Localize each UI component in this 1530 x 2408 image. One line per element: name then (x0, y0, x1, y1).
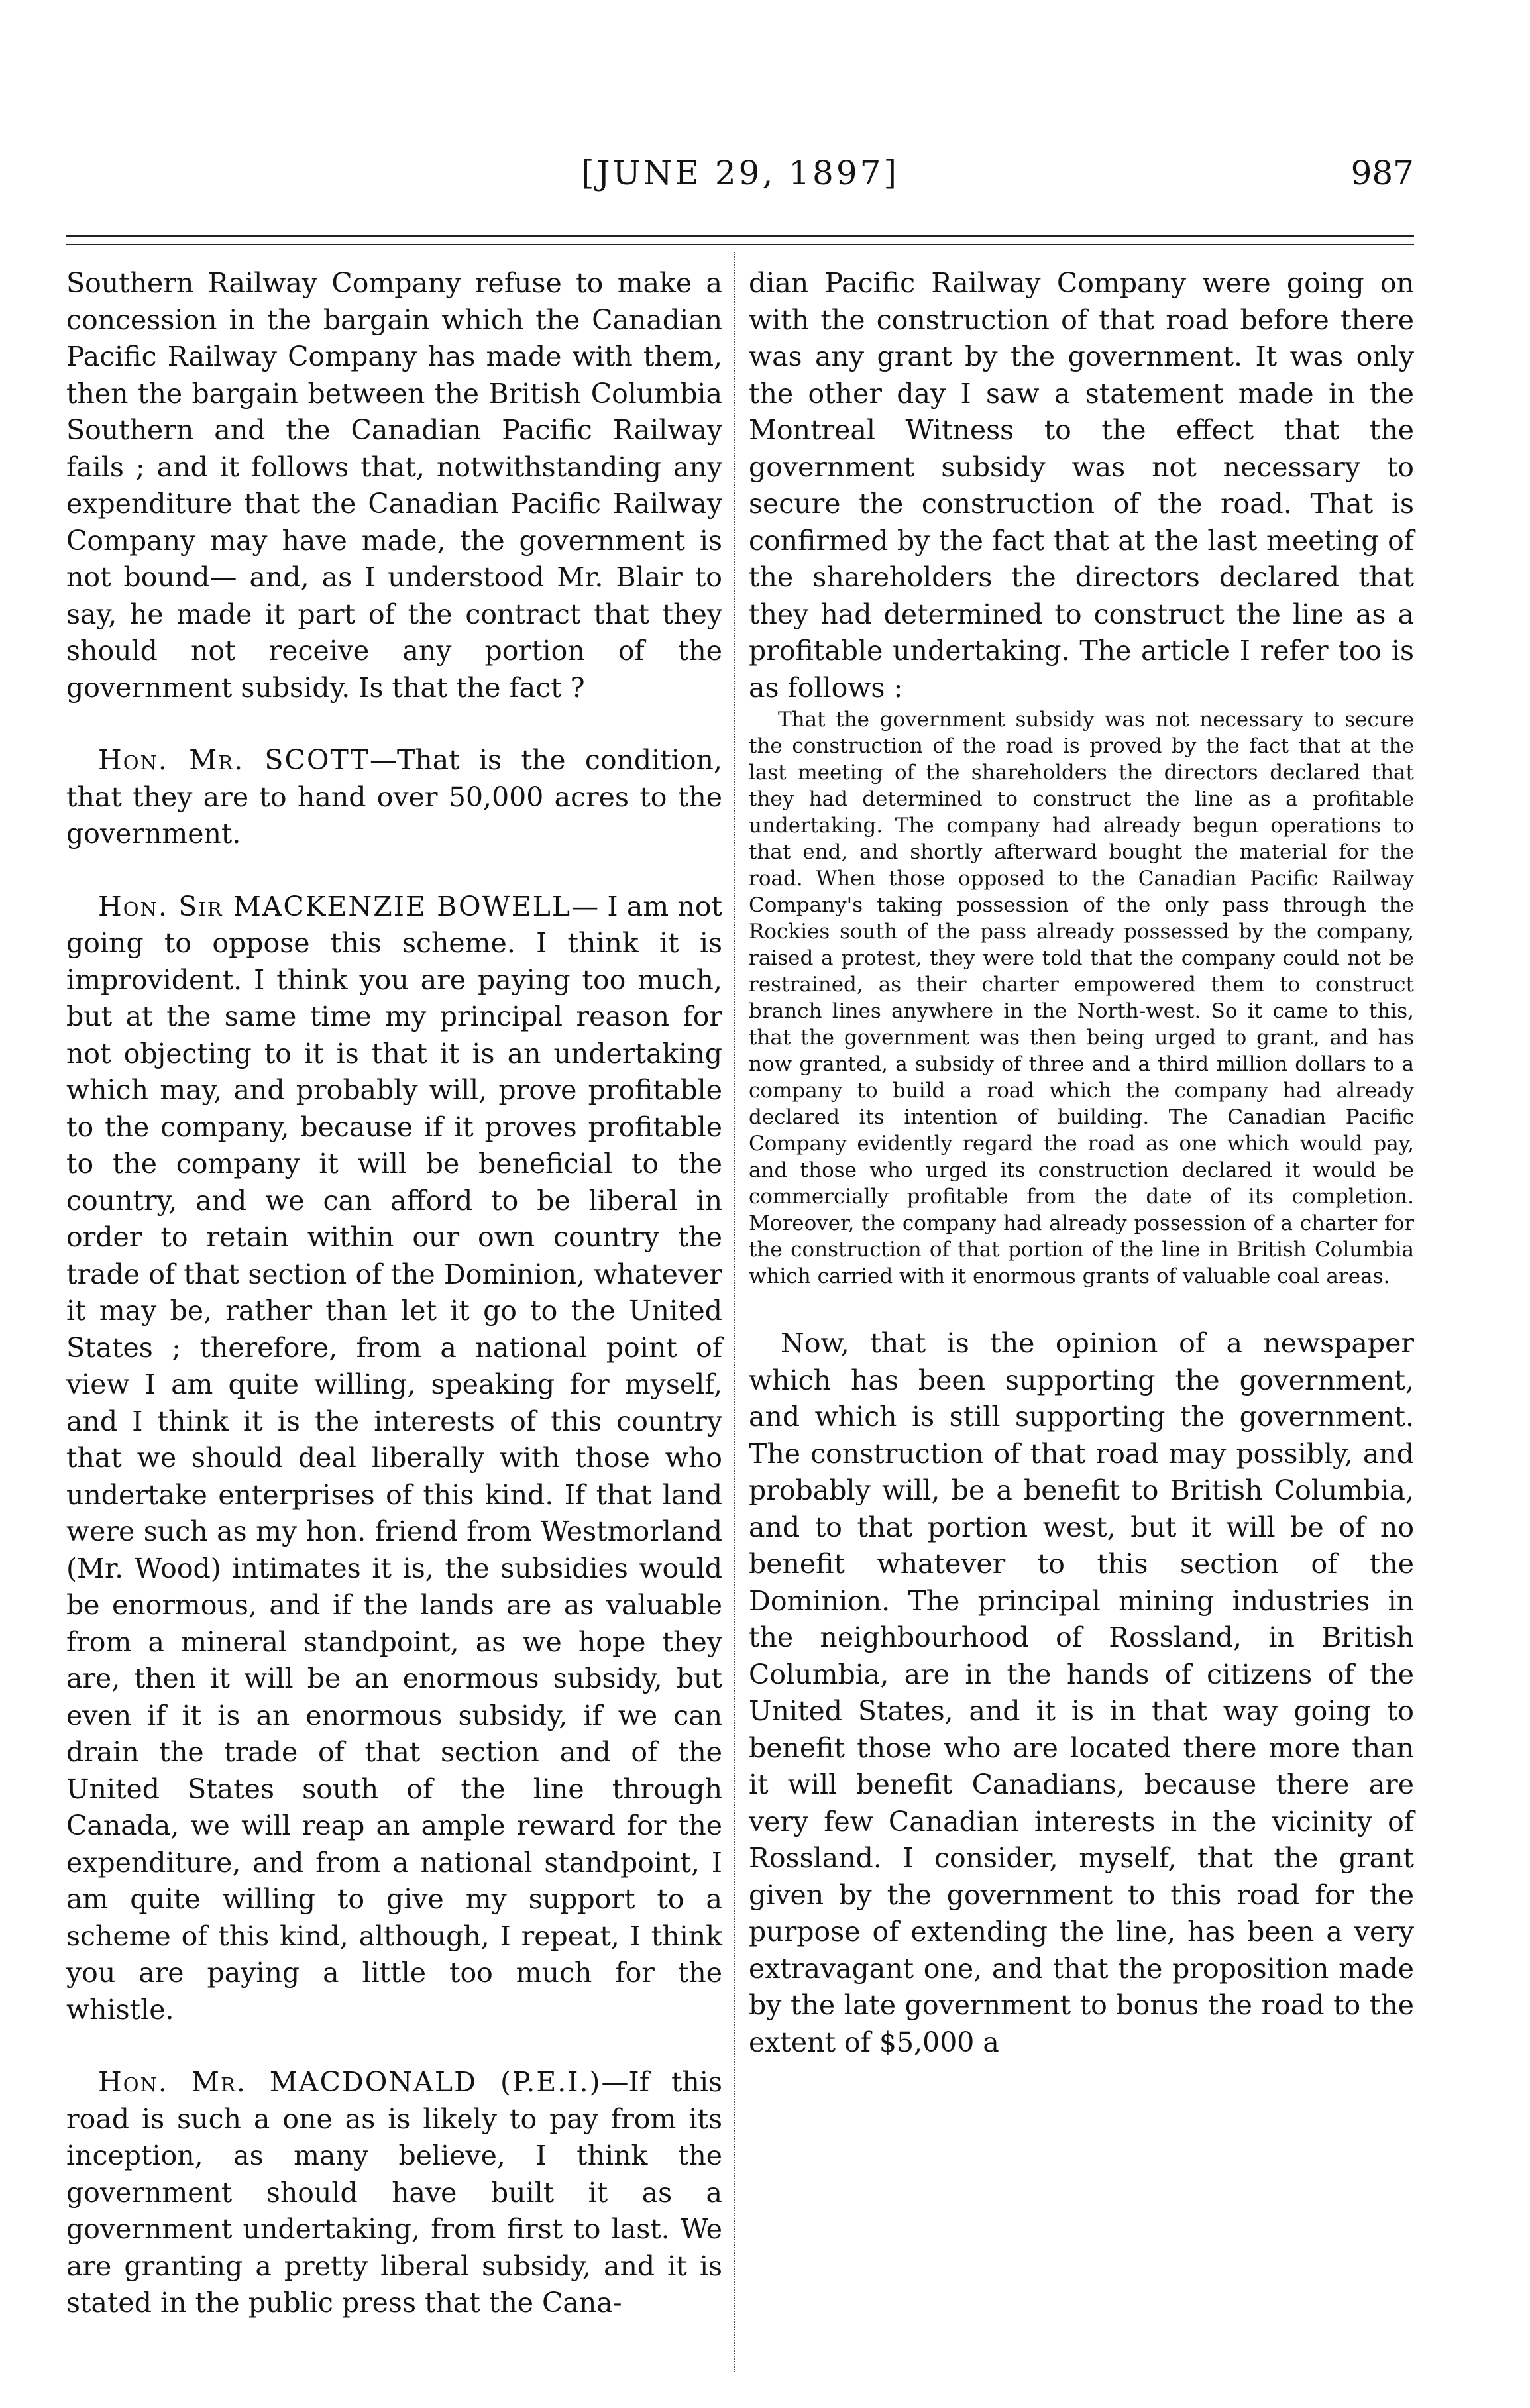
quoted-article: That the government subsidy was not necessary to secure the construction of the road is proved by the fact that at the last meeting of the shareholders the directors declared that they had determined to construct the line as a profitable undertaking. The company had already begun operations to that end, and shortly afterward bought the material for the road. When those opposed to the Canadian Pacific Railway Company's taking possession of the only pass through the Rockies south of the pass already possessed by the company, raised a protest, they were told that the company could not be restrained, as their charter empowered them to construct branch lines anywhere in the North-west. So it came to this, that the government was then being urged to grant, and has now granted, a subsidy of three and a third million dollars to a company to build a road which the company had already declared its intention of building. The Canadian Pacific Company evidently regard the road as one which would pay, and those who urged its construction declared it would be commercially profitable from the date of its completion. Moreover, the company had already possession of a charter for the construction of that portion of the line in British Columbia which carried with it enormous grants of valuable coal areas. (749, 708, 1414, 1288)
speaker-name: Hon. Mr. MACDONALD (P.E.I.) (98, 2066, 602, 2098)
left-column (66, 265, 722, 2322)
speech-text: —If this road is such a one as is likely to pay from its inception, as many believe, I think the government should have built it as a government undertaking, from first to last. We are granting a pretty liberal subsidy, and it is stated in the public press that the Cana- (66, 2066, 722, 2319)
right-column (749, 265, 1414, 2061)
paragraph: Now, that is the opinion of a newspaper which has been supporting the government, and which is still supporting the government. The construction of that road may possibly, and probably will, be a benefit to British Columbia, and to that portion west, but it will be of no benefit whatever to this section of the Dominion. The principal mining industries in the neighbourhood of Rossland, in British Columbia, are in the hands of citizens of the United States, and it is in that way going to benefit those who are located there more than it will benefit Canadians, because there are very few Canadian interests in the vicinity of Rossland. I consider, myself, that the grant given by the government to this road for the purpose of extending the line, has been a very extravagant one, and that the proposition made by the late government to bonus the road to the extent of $5,000 a (749, 1327, 1414, 2058)
speech (66, 742, 722, 853)
speaker-name: Hon. Mr. SCOTT (98, 744, 370, 776)
paragraph: dian Pacific Railway Company were going on with the construction of that road before there was any grant by the government. It was only the other day I saw a statement made in the Montreal Witness to the effect that the government subsidy was not necessary to secure the construction of the road. That is confirmed by the fact that at the last meeting of the shareholders the directors declared that they had determined to construct the line as a profitable undertaking. The article I refer too is as follows : (749, 267, 1414, 704)
header-rule (66, 235, 1414, 237)
speaker-name: Hon. Sir MACKENZIE BOWELL (98, 890, 572, 922)
page-date: [JUNE 29, 1897] (581, 154, 899, 192)
paragraph: Southern Railway Company refuse to make a concession in the bargain which the Canadian Pacific Railway Company has made with them, then the bargain between the British Columbia Southern and the Canadian Pacific Railway fails ; and it follows that, notwithstanding any expenditure that the Canadian Pacific Railway Company may have made, the government is not bound— and, as I understood Mr. Blair to say, he made it part of the contract that they should not receive any portion of the government subsidy. Is that the fact ? (66, 267, 722, 704)
column-divider (734, 252, 735, 2372)
speech-text: — I am not going to oppose this scheme. I think it is improvident. I think you are paying too much, but at the same time my principal reason for not objecting to it is that it is an undertaking which may, and probably will, prove profitable to the company, because if it proves profitable to the company it will be beneficial to the country, and we can afford to be liberal in order to retain within our own country the trade of that section of the Dominion, whatever it may be, rather than let it go to the United States ; therefore, from a national point of view I am quite willing, speaking for myself, and I think it is the interests of this country that we should deal liberally with those who undertake enterprises of this kind. If that land were such as my hon. friend from Westmorland (Mr. Wood) intimates it is, the subsidies would be enormous, and if the lands are as valuable from a mineral standpoint, as we hope they are, then it will be an enormous subsidy, but even if it is an enormous subsidy, if we can drain the trade of that section and of the United States south of the line through Canada, we will reap an ample reward for the expenditure, and from a national standpoint, I am quite willing to give my support to a scheme of this kind, although, I repeat, I think you are paying a little too much for the whistle. (66, 890, 723, 2026)
header-rule-thin (66, 244, 1414, 245)
page-number: 987 (1350, 154, 1414, 192)
page-header (66, 154, 1414, 200)
speech-text: —That is the condition, that they are to hand over 50,000 acres to the government. (66, 744, 722, 849)
speech (66, 2064, 722, 2322)
speech (66, 889, 722, 2029)
